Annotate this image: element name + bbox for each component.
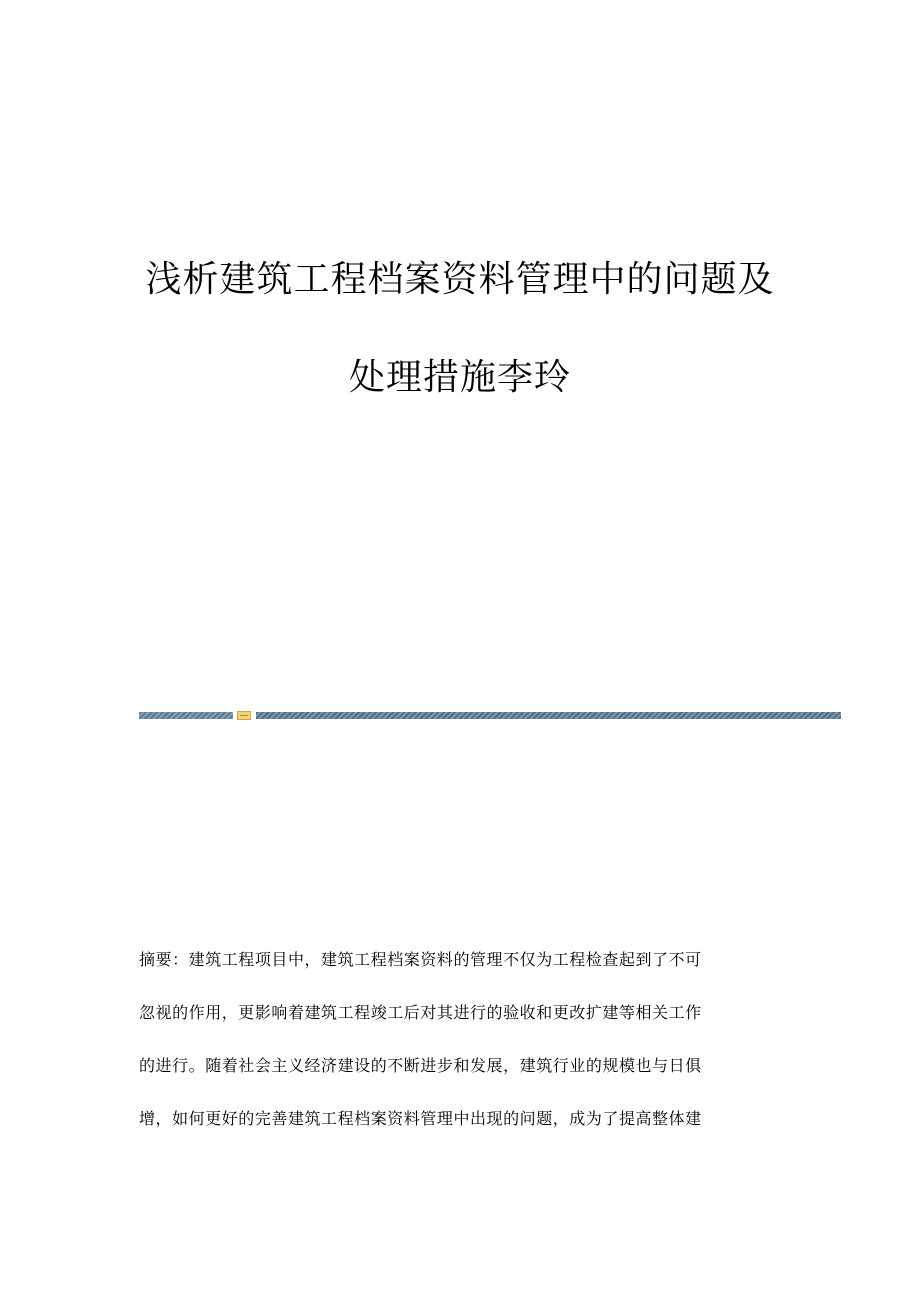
abstract-paragraph bbox=[139, 952, 779, 1164]
title-line-1: 浅析建筑工程档案资料管理中的问题及 bbox=[145, 259, 775, 300]
decorative-divider bbox=[139, 711, 841, 720]
abstract-line-3: 的进行。随着社会主义经济建设的不断进步和发展，建筑行业的规模也与日俱 bbox=[139, 1056, 702, 1075]
document-title bbox=[0, 259, 920, 398]
abstract-line-1: 摘要：建筑工程项目中，建筑工程档案资料的管理不仅为工程检查起到了不可 bbox=[139, 950, 702, 969]
divider-bar-left bbox=[139, 712, 233, 719]
abstract-line-4: 增，如何更好的完善建筑工程档案资料管理中出现的问题，成为了提高整体建 bbox=[139, 1109, 702, 1128]
abstract-line-2: 忽视的作用，更影响着建筑工程竣工后对其进行的验收和更改扩建等相关工作 bbox=[139, 1003, 702, 1022]
divider-ornament-icon bbox=[237, 711, 251, 720]
title-line-2: 处理措施李玲 bbox=[348, 357, 571, 398]
divider-bar-right bbox=[256, 712, 841, 719]
